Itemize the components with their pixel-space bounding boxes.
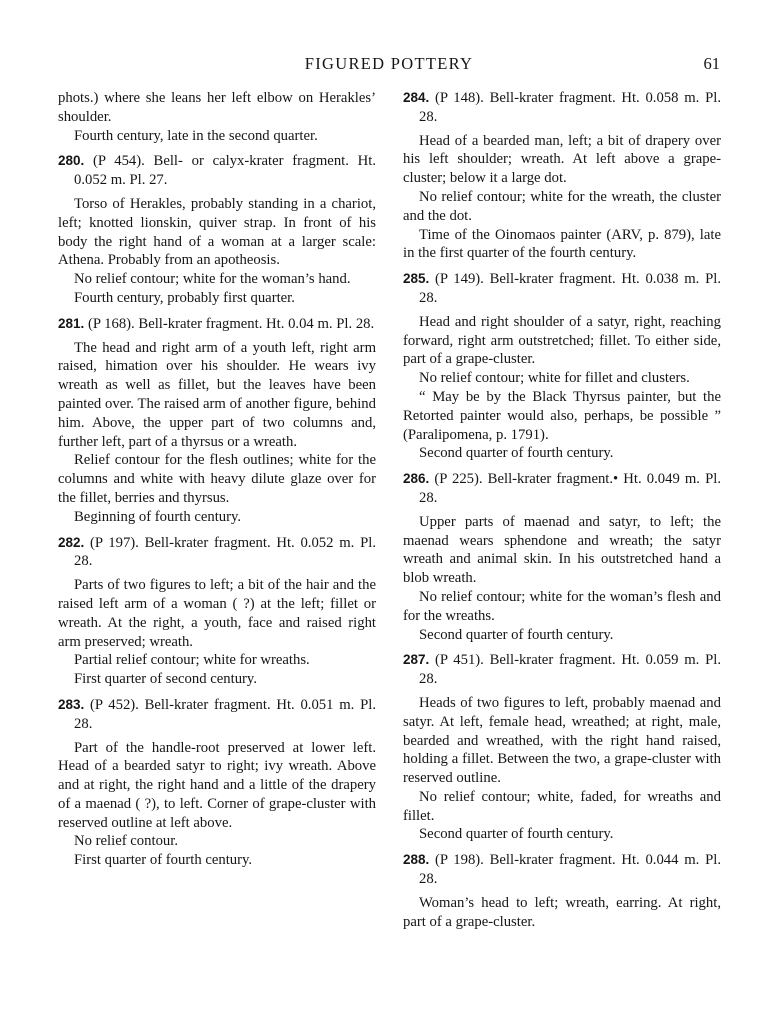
entry-date: Second quarter of fourth century. [419, 626, 614, 643]
catalog-entry-284 [403, 89, 721, 263]
entry-technique: No relief contour; white for the woman’s hand. [74, 271, 351, 288]
entry-date: First quarter of second century. [74, 671, 257, 688]
page-number: 61 [703, 54, 720, 73]
entry-technique: No relief contour. [74, 833, 179, 850]
catalog-entry-285 [403, 270, 721, 463]
entry-date: Second quarter of fourth century. [419, 445, 614, 462]
entry-technique: No relief contour; white for the wreath, the cluster and the dot. [403, 188, 721, 224]
entry-heading-text: (P 148). Bell-krater fragment. Ht. 0.058 m. Pl. 28. [419, 90, 721, 125]
catalog-entry-287 [403, 651, 721, 844]
entry-technique: Partial relief contour; white for wreaths. [74, 652, 310, 669]
entry-date: Time of the Oinomaos painter (ARV, p. 879), late in the first quarter of the fourth century. [403, 226, 721, 262]
continued-paragraph: phots.) where she leans her left elbow on Herakles’ shoulder. [58, 90, 376, 125]
entry-technique: No relief contour; white for the woman’s flesh and for the wreaths. [403, 588, 721, 624]
entry-number: 280. [58, 153, 85, 169]
entry-heading [58, 534, 376, 572]
entry-heading [58, 152, 376, 190]
entry-heading-text: (P 452). Bell-krater fragment. Ht. 0.051 m. Pl. 28. [74, 696, 376, 732]
entry-heading-text: (P 168). Bell-krater fragment. Ht. 0.04 m. Pl. 28. [87, 315, 375, 332]
entry-heading-text: (P 454). Bell- or calyx-krater fragment. Ht. 0.052 m. Pl. 27. [74, 153, 376, 189]
entry-technique: No relief contour; white, faded, for wreaths and fillet. [403, 788, 721, 824]
entry-number: 285. [403, 271, 430, 287]
entry-heading [403, 270, 721, 308]
catalog-entry-286 [403, 470, 721, 644]
entry-technique: Relief contour for the flesh outlines; white for the columns and white with heavy dilute glaze over for the fillet, berries and thyrsus. [58, 452, 376, 506]
page-header [58, 54, 720, 78]
entry-number: 281. [58, 315, 85, 331]
catalog-entry-282 [58, 534, 376, 689]
entry-heading [58, 315, 376, 334]
entry-date: Beginning of fourth century. [74, 508, 242, 525]
entry-date: First quarter of fourth century. [74, 852, 253, 869]
continued-date: Fourth century, late in the second quarter. [74, 127, 318, 144]
entry-date: Second quarter of fourth century. [419, 826, 614, 843]
entry-heading-text: (P 451). Bell-krater fragment. Ht. 0.059 m. Pl. 28. [419, 652, 721, 688]
entry-heading [403, 470, 721, 508]
entry-heading-text: (P 225). Bell-krater fragment.• Ht. 0.049 m. Pl. 28. [419, 471, 721, 506]
entry-description: Parts of two figures to left; a bit of the hair and the raised left arm of a woman ( ?) at the left; fillet or wreath. At the right, a youth, face and raised right arm preserved; wreath. [58, 577, 376, 650]
catalog-entry-281 [58, 315, 376, 527]
entry-description: Upper parts of maenad and satyr, to left; the maenad wears sphendone and wreath; the satyr wreath and animal skin. In his outstretched hand a blob wreath. [403, 513, 721, 587]
entry-date: Fourth century, probably first quarter. [74, 289, 295, 306]
entry-description: The head and right arm of a youth left, right arm raised, himation over his shoulder. He wears ivy wreath as well as fillet, but the leaves have been painted over. The raised arm of another figure, behind him. Above, the upper part of two columns and, further left, part of a thyrsus or a wreath. [58, 339, 376, 450]
entry-heading [403, 651, 721, 689]
entry-heading-text: (P 197). Bell-krater fragment. Ht. 0.052 m. Pl. 28. [74, 534, 376, 570]
entry-number: 286. [403, 471, 430, 487]
catalog-entry-283 [58, 696, 376, 870]
entry-number: 284. [403, 90, 430, 105]
entry-attribution-quote: “ May be by the Black Thyrsus painter, but the Retorted painter would also, perhaps, be possible ” (Paralipomena, p. 1791). [403, 388, 721, 443]
entry-description: Head of a bearded man, left; a bit of drapery over his left shoulder; wreath. At left above a grape-cluster; below it a large dot. [403, 132, 721, 187]
entry-number: 287. [403, 652, 430, 668]
right-column [403, 89, 721, 931]
entry-number: 288. [403, 852, 430, 868]
entry-heading [403, 89, 721, 127]
entry-heading [403, 851, 721, 889]
entry-heading-text: (P 198). Bell-krater fragment. Ht. 0.044 m. Pl. 28. [419, 852, 721, 888]
entry-description: Woman’s head to left; wreath, earring. At right, part of a grape-cluster. [403, 894, 721, 930]
entry-heading-text: (P 149). Bell-krater fragment. Ht. 0.038 m. Pl. 28. [419, 271, 721, 306]
entry-description: Heads of two figures to left, probably maenad and satyr. At left, female head, wreathed; at right, male, bearded and wreathed, with the right hand raised, holding a fillet. Between the two, a grape-cluster with reserved outline. [403, 694, 721, 787]
entry-number: 283. [58, 696, 85, 712]
left-column [58, 89, 376, 870]
catalog-entry-280 [58, 152, 376, 307]
entry-heading [58, 696, 376, 734]
catalog-entry-288 [403, 851, 721, 931]
entry-description: Torso of Herakles, probably standing in a chariot, left; knotted lionskin, quiver strap. In front of his body the right hand of a woman at a larger scale: Athena. Probably from an apotheosis. [58, 195, 376, 269]
entry-description: Head and right shoulder of a satyr, right, reaching forward, right arm outstretched; fillet. To either side, part of a grape-cluster. [403, 313, 721, 368]
running-title: FIGURED POTTERY [304, 54, 474, 73]
entry-number: 282. [58, 534, 85, 550]
entry-technique: No relief contour; white for fillet and clusters. [419, 370, 690, 387]
entry-description: Part of the handle-root preserved at lower left. Head of a bearded satyr to right; ivy wreath. Above and at right, the right hand and a little of the drapery of a maenad ( ?), to left. Corner of grape-cluster with reserved outline at left above. [58, 739, 376, 831]
